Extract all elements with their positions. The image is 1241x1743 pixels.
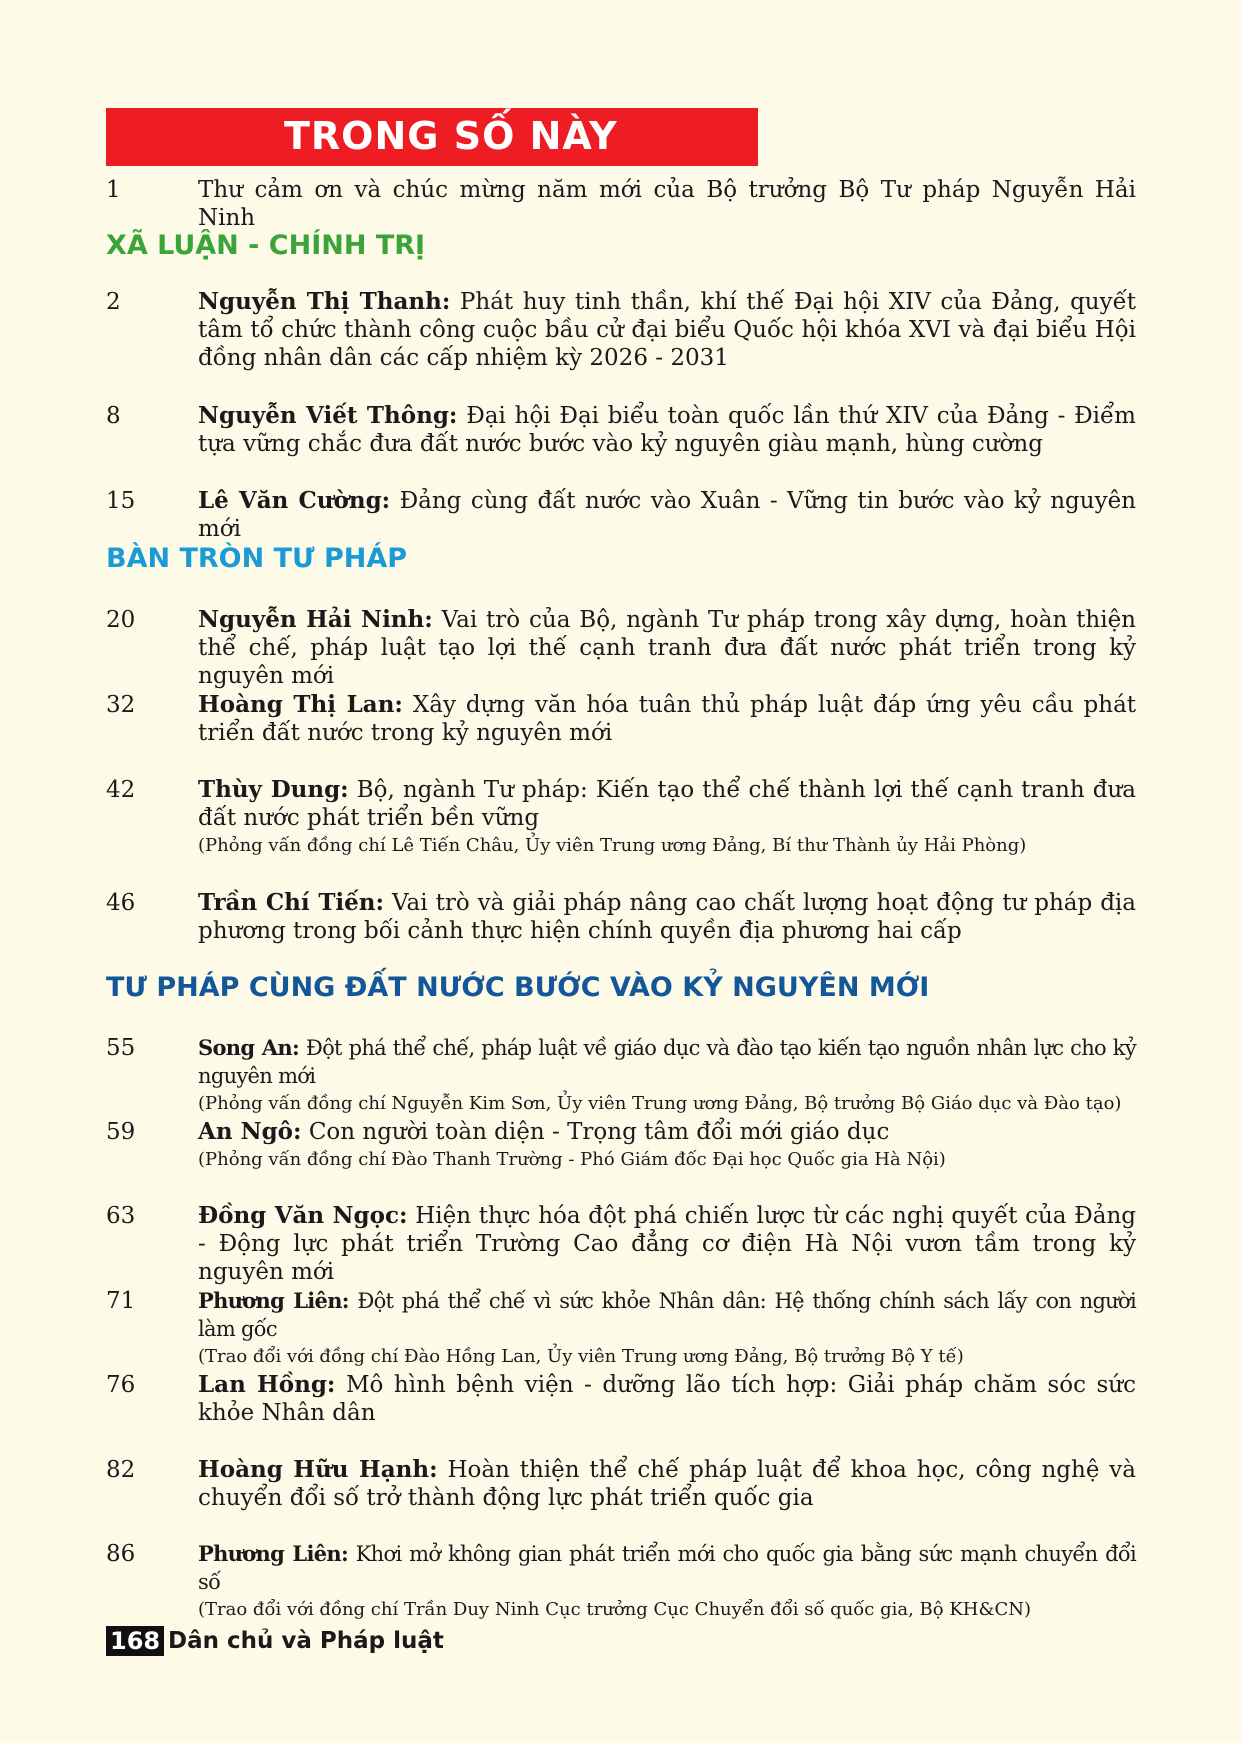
entry-title: Đột phá thể chế vì sức khỏe Nhân dân: Hệ thống chính sách lấy con người làm gốc bbox=[198, 1289, 1136, 1341]
entry-author: Hoàng Thị Lan: bbox=[198, 691, 403, 718]
entry-author: Nguyễn Thị Thanh: bbox=[198, 288, 451, 315]
entry-author: Nguyễn Hải Ninh: bbox=[198, 606, 433, 633]
header-banner bbox=[106, 108, 758, 166]
page-number: 86 bbox=[106, 1541, 136, 1567]
page-title: TRONG SỐ NÀY bbox=[284, 114, 618, 158]
entry-title: Phát huy tinh thần, khí thế Đại hội XIV của Đảng, quyết tâm tổ chức thành công cuộc bầu cử đại biểu Quốc hội khóa XVI và đại biểu Hội đồng nhân dân các cấp nhiệm kỳ 2026 - 2031 bbox=[198, 289, 1136, 371]
entry-title: Vai trò của Bộ, ngành Tư pháp trong xây dựng, hoàn thiện thể chế, pháp luật tạo lợi thế cạnh tranh đưa đất nước phát triển trong kỷ nguyên mới bbox=[198, 607, 1136, 689]
entry-author: Phương Liên: bbox=[198, 1541, 349, 1566]
page-number: 82 bbox=[106, 1457, 136, 1483]
page-number: 71 bbox=[106, 1288, 136, 1314]
entry-title: Đại hội Đại biểu toàn quốc lần thứ XIV của Đảng - Điểm tựa vững chắc đưa đất nước bước vào kỷ nguyên giàu mạnh, hùng cường bbox=[198, 403, 1136, 457]
page-number: 46 bbox=[106, 890, 136, 916]
entry-author: Lê Văn Cường: bbox=[198, 487, 391, 514]
page-number: 2 bbox=[106, 289, 121, 315]
interview-note: (Phỏng vấn đồng chí Lê Tiến Châu, Ủy viên Trung ương Đảng, Bí thư Thành ủy Hải Phòng) bbox=[198, 835, 1027, 856]
interview-note: (Trao đổi với đồng chí Trần Duy Ninh Cục trưởng Cục Chuyển đổi số quốc gia, Bộ KH&CN) bbox=[198, 1599, 1032, 1620]
page-number: 76 bbox=[106, 1372, 136, 1398]
interview-note: (Phỏng vấn đồng chí Đào Thanh Trường - Phó Giám đốc Đại học Quốc gia Hà Nội) bbox=[198, 1149, 946, 1170]
entry-author: Phương Liên: bbox=[198, 1288, 349, 1313]
page-number: 32 bbox=[106, 692, 136, 718]
entry-author: Lan Hồng: bbox=[198, 1371, 336, 1398]
page-number: 55 bbox=[106, 1035, 136, 1061]
section-heading-xa-luan: XÃ LUẬN - CHÍNH TRỊ bbox=[106, 230, 426, 261]
entry-title: Vai trò và giải pháp nâng cao chất lượng hoạt động tư pháp địa phương trong bối cảnh thực hiện chính quyền địa phương hai cấp bbox=[198, 890, 1137, 944]
entry-author: Thùy Dung: bbox=[198, 776, 349, 803]
entry-title: Khơi mở không gian phát triển mới cho quốc gia bằng sức mạnh chuyển đổi số bbox=[198, 1542, 1136, 1594]
section-heading-tu-phap: TƯ PHÁP CÙNG ĐẤT NƯỚC BƯỚC VÀO KỶ NGUYÊN MỚI bbox=[106, 972, 930, 1003]
page-number: 42 bbox=[106, 777, 136, 803]
section-heading-ban-tron: BÀN TRÒN TƯ PHÁP bbox=[106, 543, 408, 574]
footer-page-number: 168 bbox=[106, 1626, 164, 1656]
entry-author: Đồng Văn Ngọc: bbox=[198, 1202, 408, 1229]
entry-title: Bộ, ngành Tư pháp: Kiến tạo thể chế thành lợi thế cạnh tranh đưa đất nước phát triển bền vững bbox=[198, 777, 1136, 831]
page-number: 8 bbox=[106, 403, 121, 429]
entry-title: Hiện thực hóa đột phá chiến lược từ các nghị quyết của Đảng - Động lực phát triển Trường Cao đẳng cơ điện Hà Nội vươn tầm trong kỷ nguyên mới bbox=[198, 1203, 1136, 1285]
page-number: 59 bbox=[106, 1119, 136, 1145]
entry-title: Hoàn thiện thể chế pháp luật để khoa học, công nghệ và chuyển đổi số trở thành động lực phát triển quốc gia bbox=[198, 1457, 1136, 1511]
entry-title: Thư cảm ơn và chúc mừng năm mới của Bộ trưởng Bộ Tư pháp Nguyễn Hải Ninh bbox=[198, 177, 1136, 231]
entry-title: Đột phá thể chế, pháp luật về giáo dục và đào tạo kiến tạo nguồn nhân lực cho kỷ nguyên mới bbox=[198, 1036, 1136, 1088]
page-number: 15 bbox=[106, 488, 136, 514]
entry-title: Xây dựng văn hóa tuân thủ pháp luật đáp ứng yêu cầu phát triển đất nước trong kỷ nguyên mới bbox=[198, 692, 1137, 746]
page-number: 20 bbox=[106, 607, 136, 633]
entry-author: Trần Chí Tiến: bbox=[198, 889, 385, 916]
entry-title: Đảng cùng đất nước vào Xuân - Vững tin bước vào kỷ nguyên mới bbox=[198, 488, 1136, 542]
page-number: 1 bbox=[106, 177, 121, 203]
entry-author: Hoàng Hữu Hạnh: bbox=[198, 1456, 438, 1483]
interview-note: (Trao đổi với đồng chí Đào Hồng Lan, Ủy viên Trung ương Đảng, Bộ trưởng Bộ Y tế) bbox=[198, 1346, 964, 1367]
entry-author: An Ngô: bbox=[198, 1118, 302, 1145]
entry-author: Nguyễn Viết Thông: bbox=[198, 402, 458, 429]
footer-magazine-title: Dân chủ và Pháp luật bbox=[168, 1628, 444, 1654]
entry-author: Song An: bbox=[198, 1035, 299, 1060]
page-number: 63 bbox=[106, 1203, 136, 1229]
entry-title: Con người toàn diện - Trọng tâm đổi mới giáo dục bbox=[308, 1119, 890, 1145]
interview-note: (Phỏng vấn đồng chí Nguyễn Kim Sơn, Ủy viên Trung ương Đảng, Bộ trưởng Bộ Giáo dục và Đào tạo) bbox=[198, 1093, 1122, 1114]
entry-title: Mô hình bệnh viện - dưỡng lão tích hợp: Giải pháp chăm sóc sức khỏe Nhân dân bbox=[198, 1372, 1136, 1426]
